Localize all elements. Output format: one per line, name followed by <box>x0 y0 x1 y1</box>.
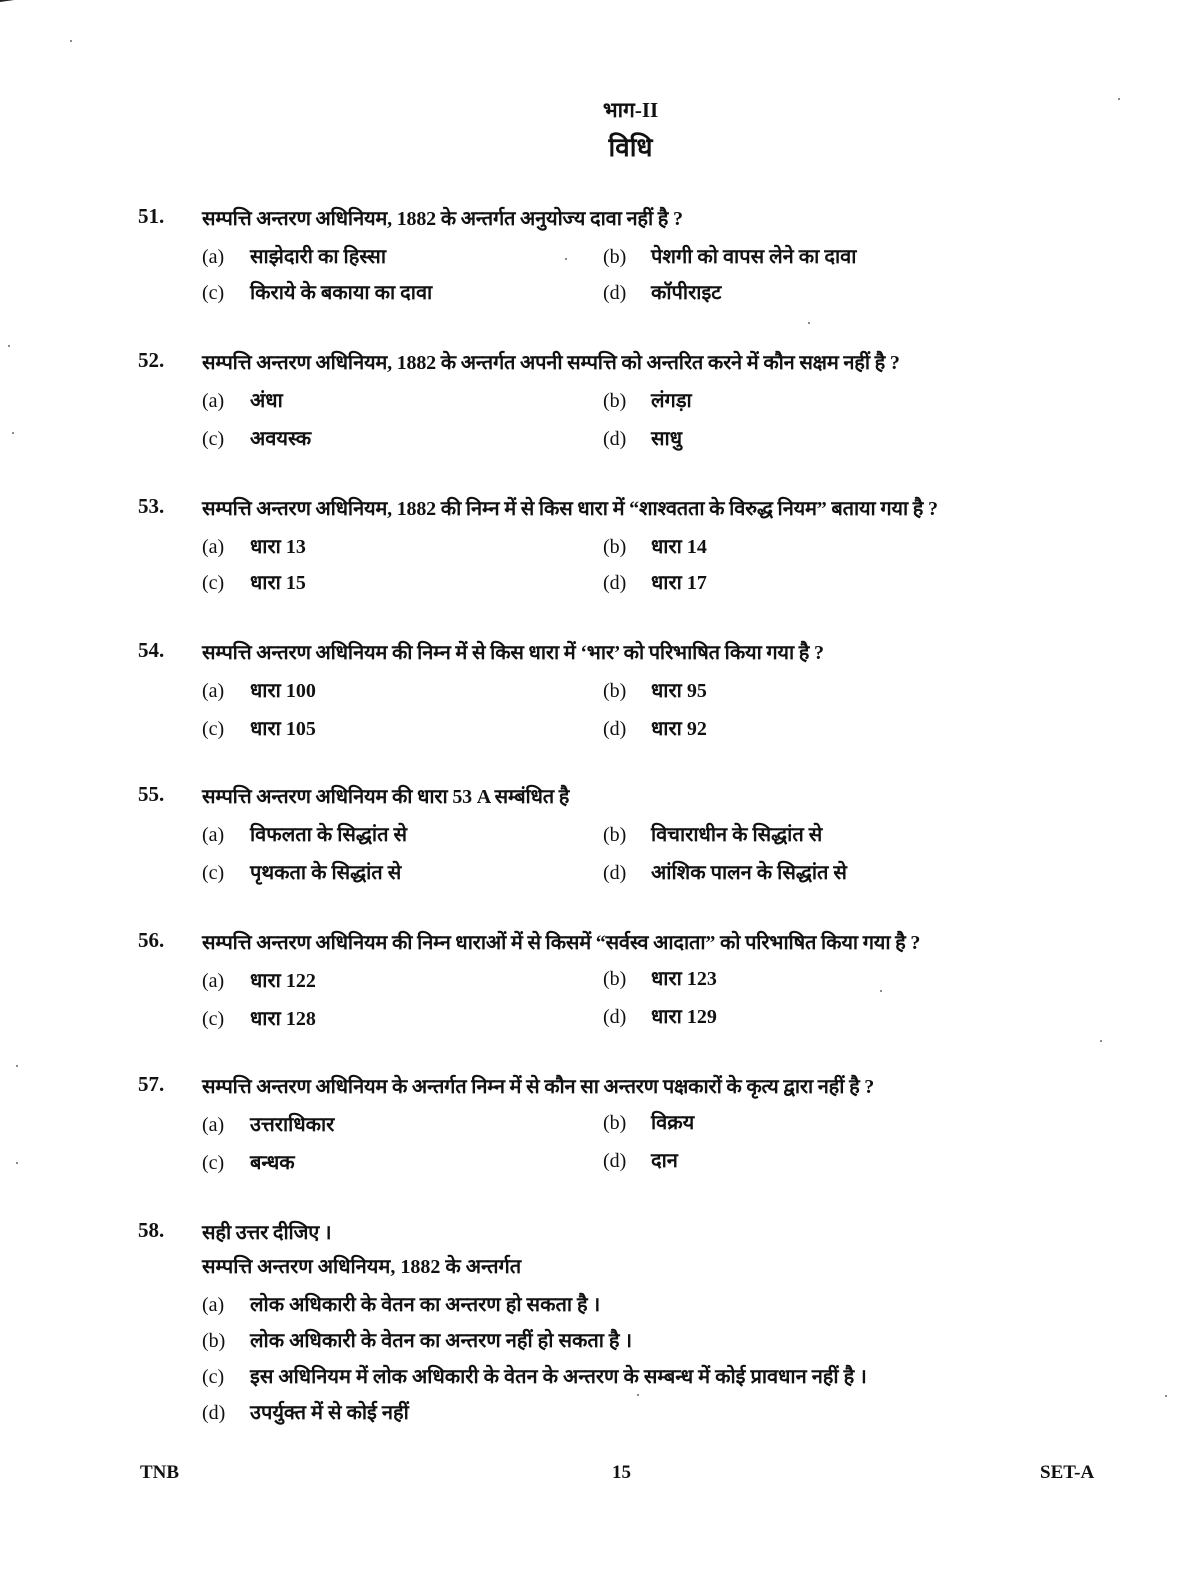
option-letter: (b) <box>603 968 627 990</box>
scan-speck <box>1100 1040 1102 1042</box>
option-text: धारा 95 <box>651 680 707 702</box>
scan-corner-mark <box>0 0 38 12</box>
option-text: लोक अधिकारी के वेतन का अन्तरण हो सकता है । <box>250 1294 601 1316</box>
question-number: 54. <box>138 638 165 662</box>
question-text: सम्पत्ति अन्तरण अधिनियम की निम्न में से किस धारा में ‘भार’ को परिभाषित किया गया है ? <box>202 642 824 664</box>
option-a <box>202 1110 334 1137</box>
page-number: 15 <box>612 1462 631 1483</box>
option-text: किराये के बकाया का दावा <box>250 282 433 304</box>
set-label: SET-A <box>1040 1462 1095 1483</box>
option-c <box>202 424 311 451</box>
option-b <box>603 532 707 559</box>
option-letter: (b) <box>603 390 627 412</box>
option-d <box>202 1398 409 1425</box>
option-text: धारा 100 <box>250 680 316 702</box>
option-letter: (d) <box>603 862 627 884</box>
option-letter: (b) <box>202 1330 226 1352</box>
question-number: 57. <box>138 1072 165 1096</box>
question-text: सम्पत्ति अन्तरण अधिनियम, 1882 के अन्तर्गत अपनी सम्पत्ति को अन्तरित करने में कौन सक्षम नहीं है ? <box>202 352 900 374</box>
option-text: विक्रय <box>651 1112 695 1134</box>
option-letter: (c) <box>202 1366 225 1388</box>
scan-speck <box>880 990 882 992</box>
option-text: अंधा <box>250 390 283 412</box>
option-letter: (a) <box>202 1294 225 1316</box>
scan-speck <box>16 1065 18 1067</box>
option-c <box>202 1148 295 1175</box>
option-b <box>603 676 707 703</box>
option-d <box>603 858 847 885</box>
option-letter: (d) <box>202 1402 226 1424</box>
option-d <box>603 714 707 741</box>
option-d <box>603 1002 717 1029</box>
scan-speck <box>808 322 810 324</box>
option-a <box>202 820 407 847</box>
question-number: 56. <box>138 928 165 952</box>
option-text: उत्तराधिकार <box>250 1114 335 1136</box>
option-letter: (a) <box>202 680 225 702</box>
question-number: 55. <box>138 782 165 806</box>
question-number: 58. <box>138 1218 165 1242</box>
option-text: धारा 17 <box>651 572 707 594</box>
option-text: बन्धक <box>250 1152 295 1174</box>
question-number: 53. <box>138 494 165 518</box>
footer-code: TNB <box>140 1462 180 1483</box>
option-text: पेशगी को वापस लेने का दावा <box>651 246 857 268</box>
option-letter: (d) <box>603 282 627 304</box>
question-text: सम्पत्ति अन्तरण अधिनियम की निम्न धाराओं में से किसमें “सर्वस्व आदाता” को परिभाषित किया गया है ? <box>202 932 921 954</box>
scan-speck <box>70 40 72 42</box>
scan-speck <box>16 1162 18 1164</box>
option-text: धारा 129 <box>651 1006 717 1028</box>
option-text: धारा 92 <box>651 718 707 740</box>
question-number: 51. <box>138 204 165 228</box>
option-text: विफलता के सिद्धांत से <box>250 824 407 846</box>
option-text: लंगड़ा <box>651 390 692 412</box>
option-letter: (c) <box>202 428 225 450</box>
option-c <box>202 278 432 305</box>
section-title: विधि <box>608 133 653 162</box>
option-c <box>202 858 401 885</box>
option-letter: (a) <box>202 824 225 846</box>
option-text: पृथकता के सिद्धांत से <box>250 862 402 884</box>
option-text: धारा 14 <box>651 536 707 558</box>
option-letter: (d) <box>603 718 627 740</box>
option-c <box>202 714 316 741</box>
question-text: सही उत्तर दीजिए । <box>202 1222 332 1244</box>
option-a <box>202 966 316 993</box>
option-b <box>603 964 717 991</box>
option-text: धारा 15 <box>250 572 306 594</box>
option-text: धारा 123 <box>651 968 717 990</box>
option-text: दान <box>651 1150 678 1172</box>
option-text: धारा 13 <box>250 536 306 558</box>
option-text: साधु <box>651 428 682 450</box>
option-letter: (c) <box>202 1152 225 1174</box>
scan-speck <box>1165 1395 1167 1397</box>
option-letter: (a) <box>202 970 225 992</box>
option-c <box>202 1004 316 1031</box>
option-letter: (a) <box>202 246 225 268</box>
option-d <box>603 424 682 451</box>
option-letter: (c) <box>202 862 225 884</box>
option-a <box>202 386 283 413</box>
option-letter: (c) <box>202 1008 225 1030</box>
option-a <box>202 242 386 269</box>
option-letter: (b) <box>603 536 627 558</box>
scan-speck <box>1118 98 1120 100</box>
option-c <box>202 1362 867 1389</box>
option-letter: (c) <box>202 572 225 594</box>
option-text: धारा 105 <box>250 718 316 740</box>
question-text: सम्पत्ति अन्तरण अधिनियम, 1882 के अन्तर्गत अनुयोज्य दावा नहीं है ? <box>202 208 683 230</box>
option-d <box>603 568 707 595</box>
option-a <box>202 676 316 703</box>
option-text: इस अधिनियम में लोक अधिकारी के वेतन के अन्तरण के सम्बन्ध में कोई प्रावधान नहीं है । <box>250 1366 867 1388</box>
option-d <box>603 1146 678 1173</box>
option-letter: (d) <box>603 1150 627 1172</box>
question-number: 52. <box>138 348 165 372</box>
question-subtext: सम्पत्ति अन्तरण अधिनियम, 1882 के अन्तर्गत <box>202 1256 522 1278</box>
option-letter: (b) <box>603 1112 627 1134</box>
option-c <box>202 568 306 595</box>
option-letter: (b) <box>603 824 627 846</box>
option-letter: (b) <box>603 680 627 702</box>
question-text: सम्पत्ति अन्तरण अधिनियम के अन्तर्गत निम्न में से कौन सा अन्तरण पक्षकारों के कृत्य द्वारा नहीं है ? <box>202 1076 875 1098</box>
option-b <box>202 1326 632 1353</box>
option-letter: (d) <box>603 572 627 594</box>
question-text: सम्पत्ति अन्तरण अधिनियम, 1882 की निम्न में से किस धारा में “शाश्वतता के विरुद्ध नियम” बताया गया है ? <box>202 498 938 520</box>
option-a <box>202 532 306 559</box>
option-letter: (a) <box>202 536 225 558</box>
scan-speck <box>637 1394 639 1396</box>
scan-speck <box>8 345 10 347</box>
option-d <box>603 278 721 305</box>
scan-speck <box>565 258 567 260</box>
option-letter: (a) <box>202 1114 225 1136</box>
part-label: भाग-II <box>602 98 659 122</box>
option-letter: (c) <box>202 282 225 304</box>
option-text: आंशिक पालन के सिद्धांत से <box>651 862 847 884</box>
option-text: धारा 122 <box>250 970 316 992</box>
option-letter: (d) <box>603 1006 627 1028</box>
option-text: धारा 128 <box>250 1008 316 1030</box>
option-b <box>603 820 822 847</box>
option-text: अवयस्क <box>250 428 312 450</box>
option-a <box>202 1290 600 1317</box>
option-text: साझेदारी का हिस्सा <box>250 246 386 268</box>
option-text: उपर्युक्त में से कोई नहीं <box>250 1402 409 1424</box>
option-text: लोक अधिकारी के वेतन का अन्तरण नहीं हो सकता है । <box>250 1330 633 1352</box>
question-text: सम्पत्ति अन्तरण अधिनियम की धारा 53 A सम्बंधित है <box>202 786 570 808</box>
option-b <box>603 386 692 413</box>
scan-speck <box>12 432 14 434</box>
option-letter: (d) <box>603 428 627 450</box>
option-text: विचाराधीन के सिद्धांत से <box>651 824 823 846</box>
option-letter: (c) <box>202 718 225 740</box>
option-letter: (a) <box>202 390 225 412</box>
option-letter: (b) <box>603 246 627 268</box>
option-b <box>603 1108 694 1135</box>
option-text: कॉपीराइट <box>651 282 722 304</box>
option-b <box>603 242 856 269</box>
